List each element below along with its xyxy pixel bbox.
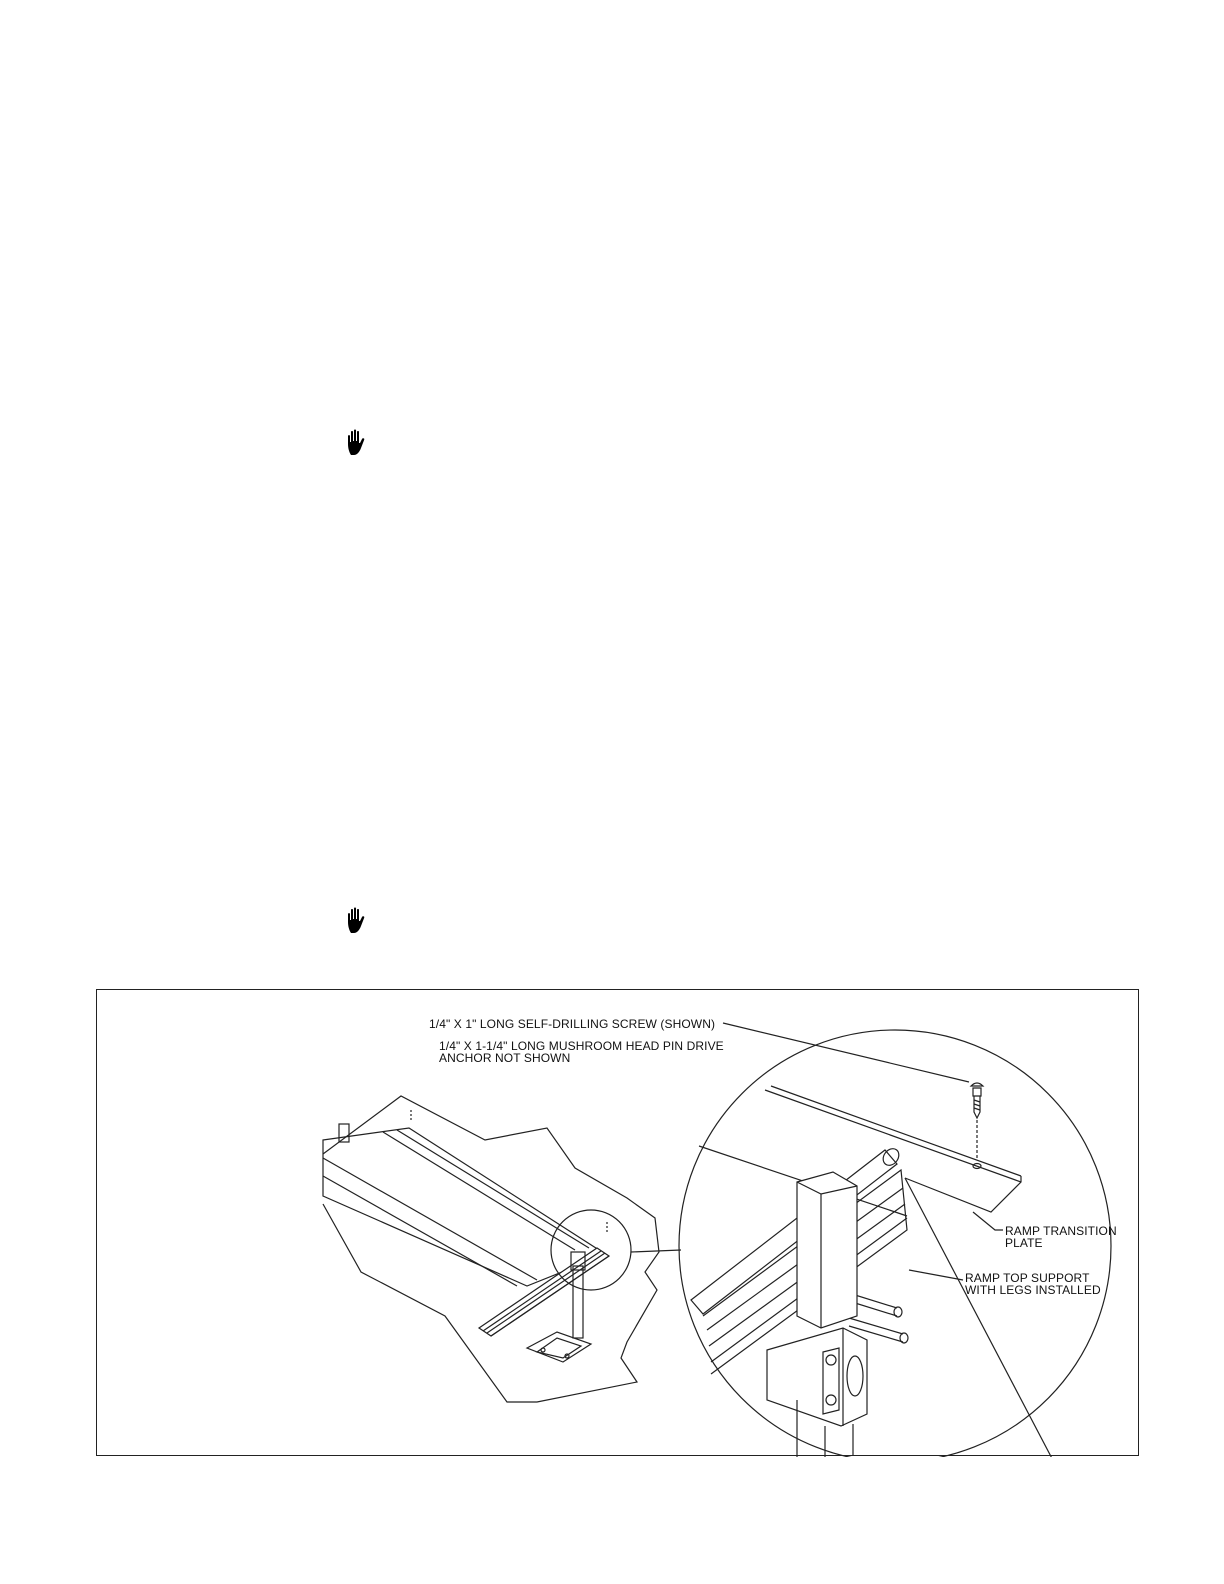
overview-support-bar [479, 1248, 609, 1336]
detail-circle [679, 1030, 1111, 1457]
anchor-callout-line2: ANCHOR NOT SHOWN [439, 1051, 571, 1065]
support-leader [909, 1270, 963, 1280]
screw-leader [723, 1023, 969, 1082]
hand-stop-icon [343, 428, 373, 458]
ramp-assembly-drawing [97, 990, 1140, 1457]
overview-deck [323, 1128, 599, 1286]
detail-screw [973, 1088, 981, 1096]
support-callout-line2: WITH LEGS INSTALLED [965, 1283, 1101, 1297]
installation-figure [96, 989, 1139, 1456]
detail-clamp-bracket [767, 1328, 867, 1426]
overview-detail-marker [551, 1210, 631, 1290]
hand-stop-icon [343, 906, 373, 936]
transition-callout-line1: RAMP TRANSITION [1005, 1224, 1117, 1238]
anchor-callout-line1: 1/4" X 1-1/4" LONG MUSHROOM HEAD PIN DRIVE [439, 1039, 724, 1053]
transition-callout-line2: PLATE [1005, 1236, 1043, 1250]
transition-leader [973, 1212, 1003, 1230]
overview-outline [323, 1096, 659, 1402]
overview-post-cap [339, 1124, 349, 1142]
screw-callout: 1/4" X 1" LONG SELF-DRILLING SCREW (SHOWN) [429, 1017, 716, 1031]
detail-post [797, 1172, 857, 1328]
support-callout-line1: RAMP TOP SUPPORT [965, 1271, 1090, 1285]
